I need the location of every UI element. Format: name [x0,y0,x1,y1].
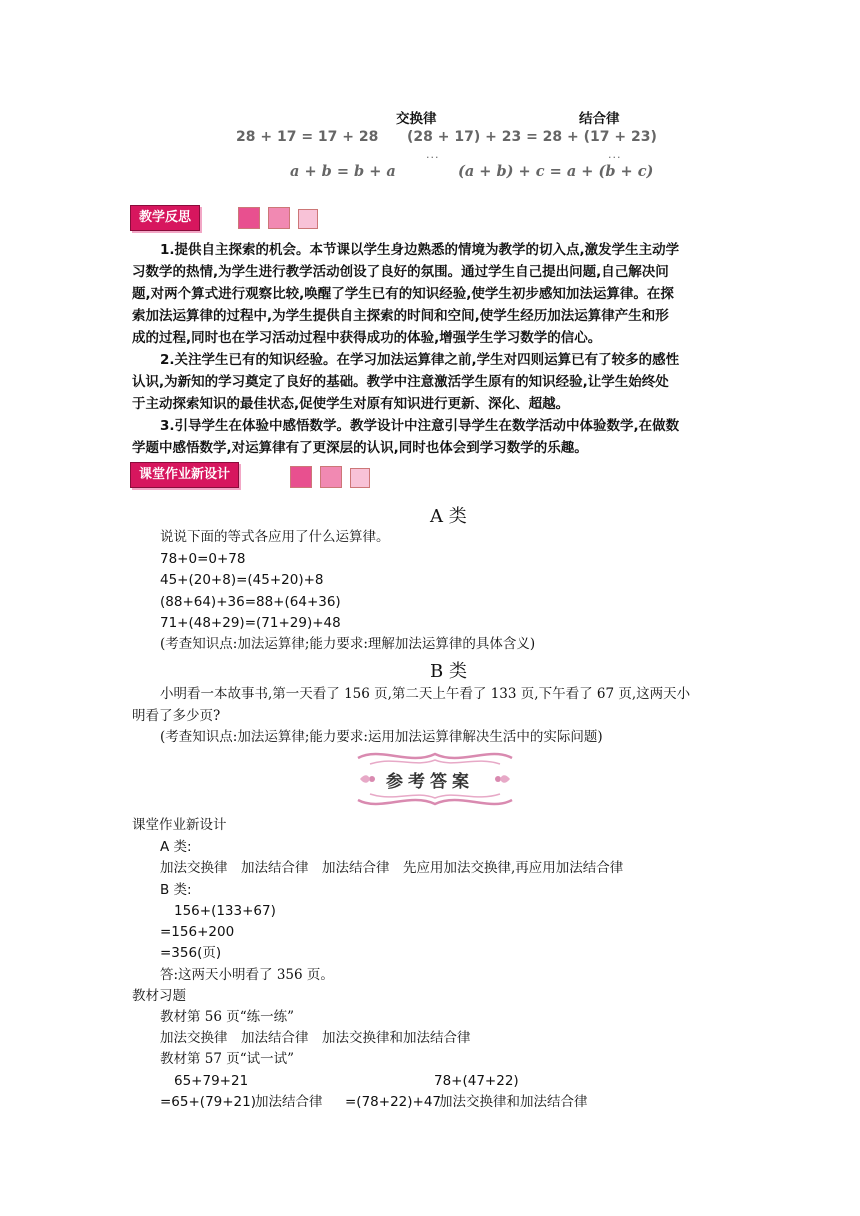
decor-square [238,207,260,229]
reflection-line: 学题中感悟数学,对运算律有了更深层的认识,同时也体会到学习数学的乐趣。 [132,440,588,456]
answer-b-step: =356(页) [160,945,222,961]
continuation-dots: ··· [608,151,622,164]
reflection-line: 3.引导学生在体验中感悟数学。教学设计中注意引导学生在数学活动中体验数学,在做数 [160,418,680,434]
category-a-note: (考查知识点:加法运算律;能力要求:理解加法运算律的具体含义) [160,636,536,652]
reflection-line: 题,对两个算式进行观察比较,唤醒了学生已有的知识经验,使学生初步感知加法运算律。在探 [132,286,674,302]
commutative-general-formula: a + b = b + a [290,163,396,180]
equation-item: 45+(20+8)=(45+20)+8 [160,572,324,588]
equation-item: 71+(48+29)=(71+29)+48 [160,615,341,631]
reflection-banner: 教学反思 [130,205,200,231]
textbook-p57-right-step: =(78+22)+47 [345,1094,442,1110]
commutative-law-label: 交换律 [396,111,437,127]
category-a-intro: 说说下面的等式各应用了什么运算律。 [160,529,390,545]
answers-banner-title: 参考答案 [386,772,474,792]
textbook-p57-left-expr: 65+79+21 [174,1073,249,1089]
textbook-p56-title: 教材第 56 页“练一练” [160,1009,295,1025]
answer-a-text: 加法交换律 加法结合律 加法结合律 先应用加法交换律,再应用加法结合律 [160,860,624,876]
equation-item: 78+0=0+78 [160,551,246,567]
decor-square [298,209,318,229]
reflection-line: 索加法运算律的过程中,为学生提供自主探索的时间和空间,使学生经历加法运算律产生和形 [132,308,669,324]
decor-square [350,468,370,488]
decor-square [290,466,312,488]
textbook-p57-right-expr: 78+(47+22) [434,1073,519,1089]
answer-b-step: 156+(133+67) [174,903,276,919]
textbook-p57-title: 教材第 57 页“试一试” [160,1051,295,1067]
answer-b-step: =156+200 [160,924,235,940]
category-b-heading: B 类 [430,661,467,682]
answer-b-label: B 类: [160,882,192,898]
reflection-line: 2.关注学生已有的知识经验。在学习加法运算律之前,学生对四则运算已有了较多的感性 [160,352,680,368]
answers-section-textbook: 教材习题 [132,988,186,1004]
reflection-line: 习数学的热情,为学生进行教学活动创设了良好的氛围。通过学生自己提出问题,自己解决问 [132,264,669,280]
reflection-line: 成的过程,同时也在学习活动过程中获得成功的体验,增强学生学习数学的信心。 [132,330,602,346]
associative-general-formula: (a + b) + c = a + (b + c) [458,163,654,180]
associative-numeric-formula: (28 + 17) + 23 = 28 + (17 + 23) [407,129,657,145]
textbook-p57-right-law: 加法交换律和加法结合律 [439,1094,588,1110]
answers-section-homework: 课堂作业新设计 [132,817,227,833]
decor-square [268,207,290,229]
decor-square [320,466,342,488]
category-b-question: 小明看一本故事书,第一天看了 156 页,第二天上午看了 133 页,下午看了 67 页,这两天小 [160,686,691,702]
reflection-line: 1.提供自主探索的机会。本节课以学生身边熟悉的情境为教学的切入点,激发学生主动学 [160,242,680,258]
answers-ornament [350,744,520,814]
commutative-numeric-formula: 28 + 17 = 17 + 28 [236,129,379,145]
textbook-p56-answer: 加法交换律 加法结合律 加法交换律和加法结合律 [160,1030,471,1046]
textbook-p57-left-law: 加法结合律 [255,1094,323,1110]
category-b-question: 明看了多少页? [132,708,221,724]
associative-law-label: 结合律 [579,111,620,127]
category-a-heading: A 类 [430,506,467,527]
category-b-note: (考查知识点:加法运算律;能力要求:运用加法运算律解决生活中的实际问题) [160,729,603,745]
answer-b-final: 答:这两天小明看了 356 页。 [160,967,334,983]
textbook-p57-left-step: =65+(79+21) [160,1094,257,1110]
reflection-line: 认识,为新知的学习奠定了良好的基础。教学中注意激活学生原有的知识经验,让学生始终处 [132,374,669,390]
answer-a-label: A 类: [160,839,192,855]
equation-item: (88+64)+36=88+(64+36) [160,594,341,610]
continuation-dots: ··· [426,151,440,164]
homework-banner: 课堂作业新设计 [130,462,239,488]
reflection-line: 于主动探索知识的最佳状态,促使学生对原有知识进行更新、深化、超越。 [132,396,570,412]
